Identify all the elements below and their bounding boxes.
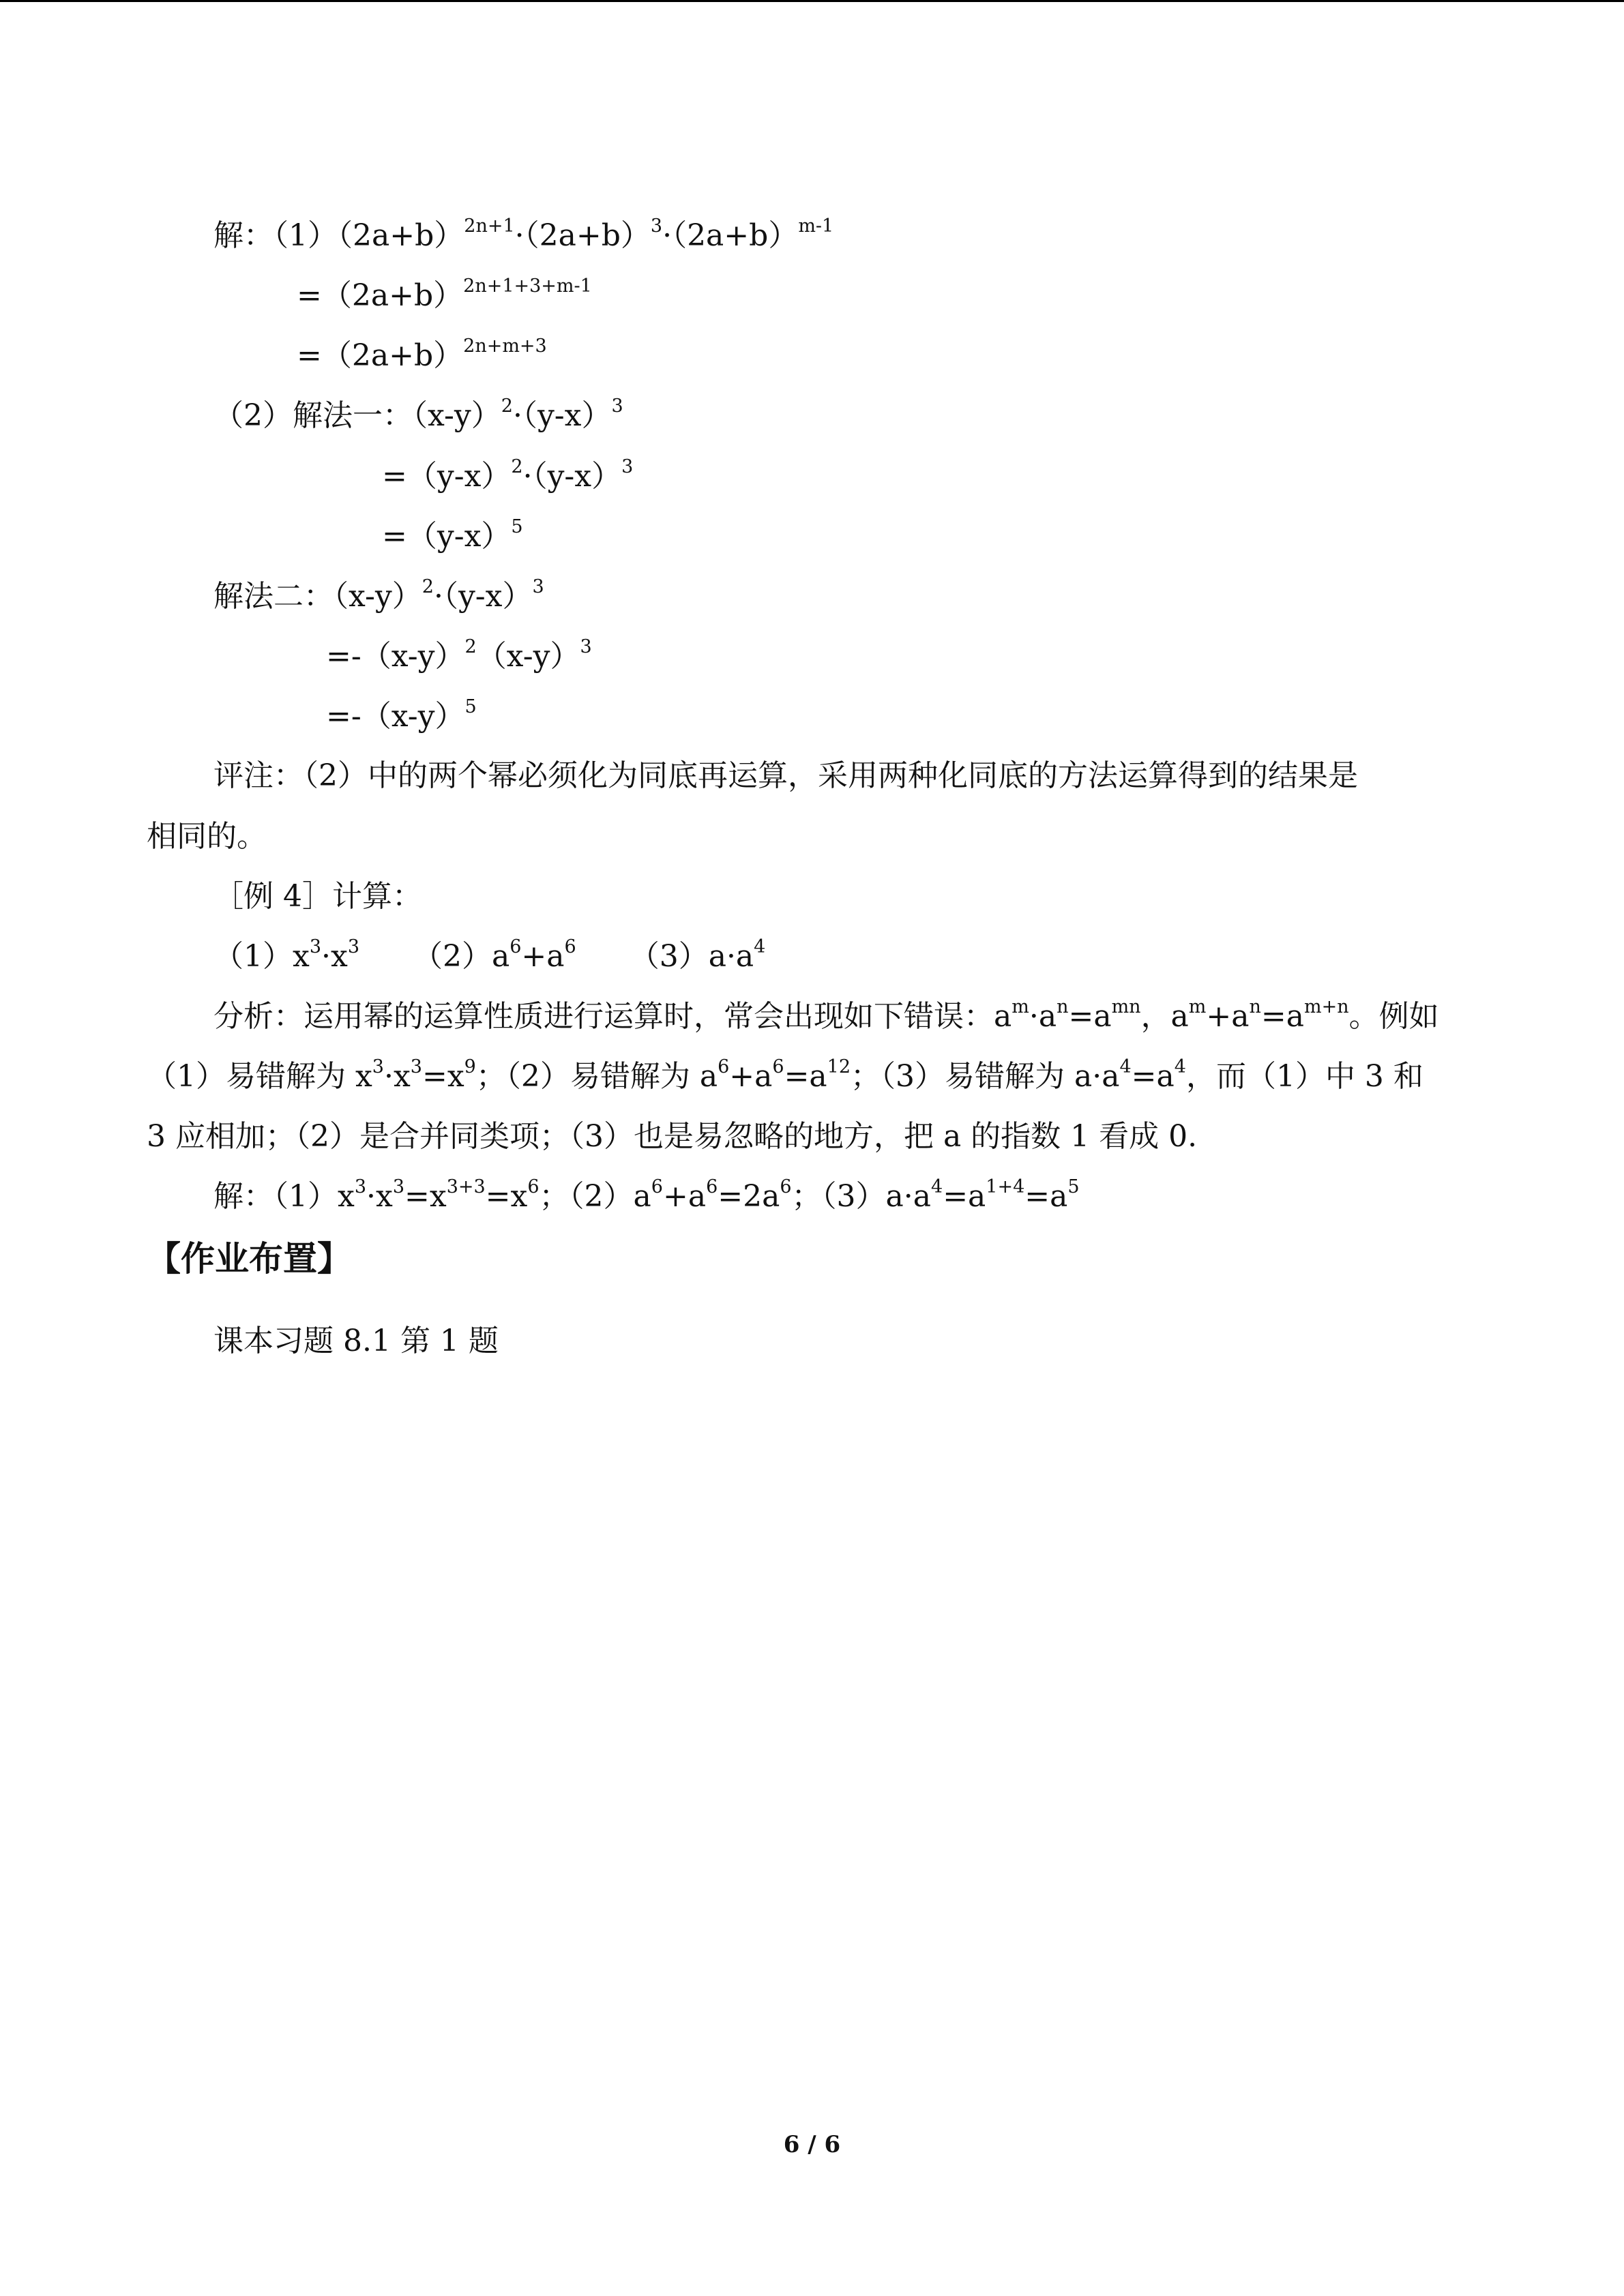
- solution3-line6: $=(y-x)^5$: [382, 516, 523, 554]
- comment-line2: 相同的。: [147, 819, 267, 854]
- solution3-line1: 解：$(1)(2a+b)^{2n+1}\cdot(2a+b)^3\cdot(2a+b)^{m-1}$: [213, 215, 834, 253]
- example4-title: ［例 4］计算：: [213, 879, 422, 914]
- comment-line1: 评注：（2）中的两个幂必须化为同底再运算，采用两种化同底的方法运算得到的结果是: [213, 758, 1358, 793]
- homework-heading: 【作业布置】: [147, 1239, 351, 1279]
- page-number: 6 / 6: [783, 2131, 841, 2158]
- analysis-line1: 分析：运用幂的运算性质进行运算时，常会出现如下错误：$a^m\cdot a^n=a^{mn}$，$a^m+a^n=a^{m+n}$。例如: [213, 996, 1439, 1034]
- homework-text: 课本习题 8.1 第 1 题: [213, 1324, 499, 1358]
- solution3-line2: $=(2a+b)^{2n+1+3+m-1}$: [297, 275, 592, 313]
- solution3-line3: $=(2a+b)^{2n+m+3}$: [297, 336, 547, 373]
- analysis-line3: 3 应相加；（2）是合并同类项；（3）也是易忽略的地方，把 a 的指数 1 看成 0.: [147, 1119, 1198, 1154]
- solution3-line4: （2）解法一：$(x-y)^2\cdot(y-x)^3$: [213, 396, 623, 433]
- solution3-line9: $=-(x-y)^5$: [326, 696, 477, 734]
- analysis-line2: （1）易错解为 $x^3\cdot x^3=x^9$；（2）易错解为 $a^6+a^6=a^{12}$；（3）易错解为 $a\cdot a^4=a^4$，而（1）中 3 和: [147, 1056, 1423, 1094]
- example4-items: $(1)x^3\cdot x^3$ $(2)a^6+a^6$ $(3)a\cdot a^4$: [213, 936, 766, 974]
- solution3-line8: $=-(x-y)^2(x-y)^3$: [326, 636, 592, 674]
- solution3-line5: $=(y-x)^2\cdot(y-x)^3$: [382, 456, 634, 494]
- solution4-line: 解：$(1)x^3\cdot x^3=x^{3+3}=x^6$；$(2)a^6+a^6=2a^6$；$(3)a\cdot a^4=a^{1+4}=a^5$: [213, 1176, 1080, 1214]
- page-top-border: [0, 0, 1624, 2]
- solution3-line7: 解法二：$(x-y)^2\cdot(y-x)^3$: [213, 576, 544, 614]
